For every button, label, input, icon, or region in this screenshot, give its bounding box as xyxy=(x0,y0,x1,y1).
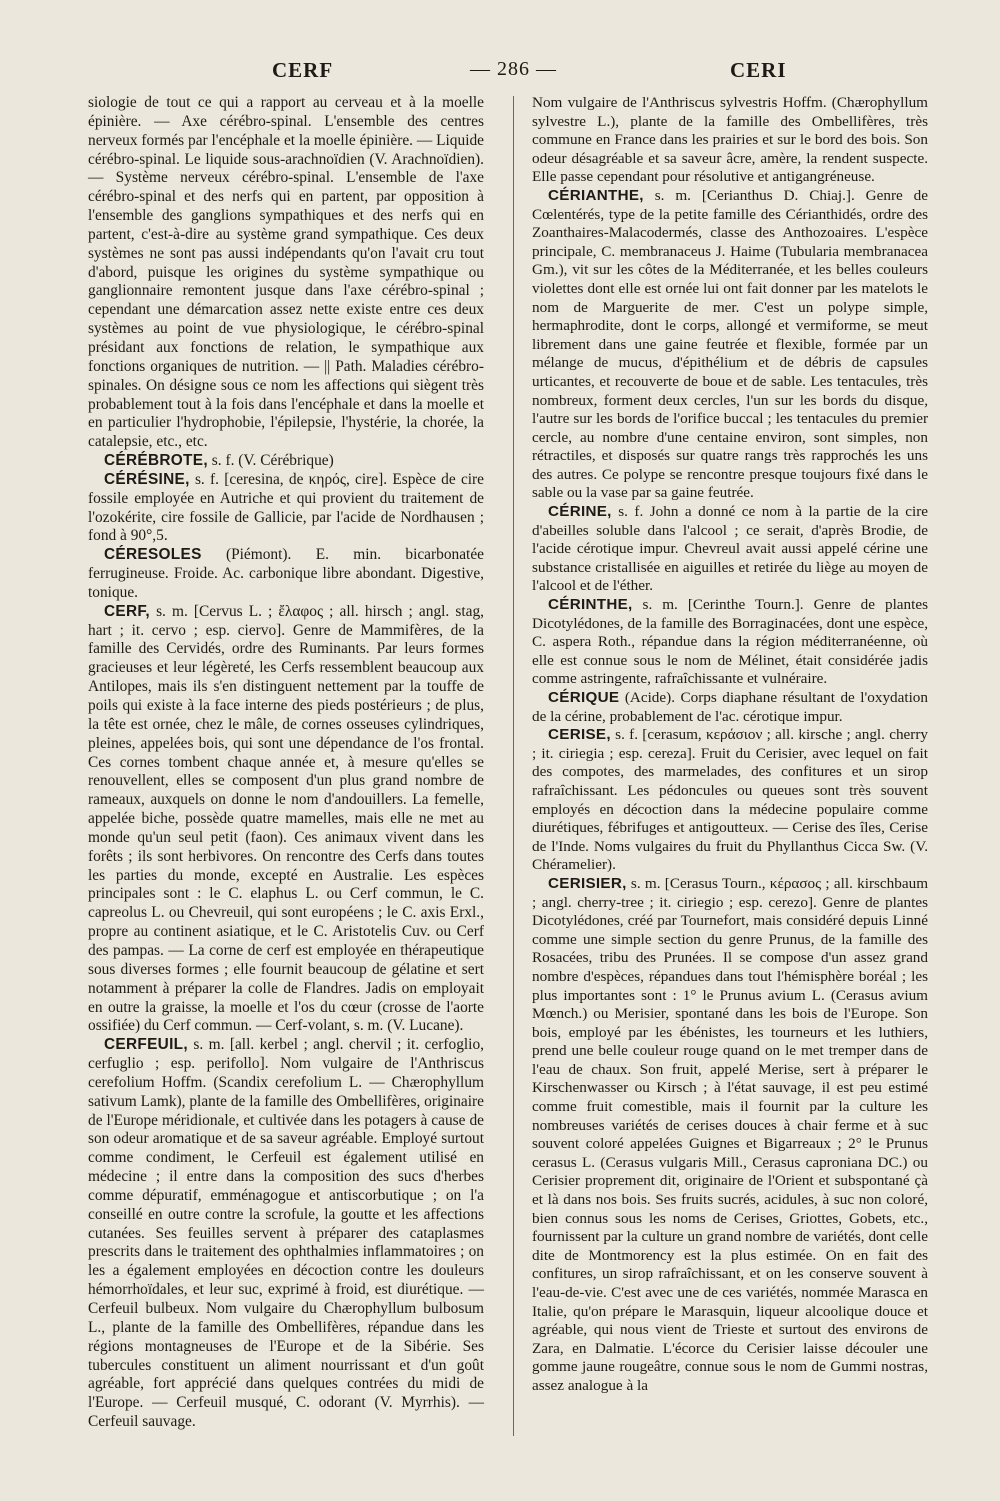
dictionary-entry xyxy=(532,689,928,726)
dictionary-entry xyxy=(88,452,484,471)
dictionary-entry xyxy=(532,875,928,1396)
entry-text: s. f. John a donné ce nom à la partie de la cire d'abeilles soluble dans l'alcool ; ce serait, d'après Brodie, de l'acide cérotique impur. Chevreul avait aussi appelé cérine une substance cristallisée en aiguilles et retirée du liège au moyen de l'alcool et de l'éther. xyxy=(532,503,929,595)
entry-headword: CERISE, xyxy=(548,726,611,744)
entry-text: s. m. [Cervus L. ; ἔλαφος ; all. hirsch ; angl. stag, hart ; it. cervo ; esp. ciervo]. Genre de Mammifères, de la famille des Cervidés, ordre des Ruminants. Par leurs formes gracieuses et leur légèreté, les Cerfs ressemblent beaucoup aux Antilopes, mais ils s'en distinguent nettement par la touffe de poils qui existe à la face interne des pieds postérieurs ; de plus, la tête est ornée, chez le mâle, de cornes osseuses cylindriques, pleines, appelées bois, qui sont une dépendance de l'os frontal. Ces cornes tombent chaque année et, à mesure qu'elles se renouvellent, elles se composent d'un plus grand nombre de rameaux, auxquels on donne le nom d'andouillers. La femelle, appelée biche, possède quatre mamelles, mais elle ne met au monde qu'un seul petit (faon). Ces animaux vivent dans les forêts ; ils sont herbivores. On rencontre des Cerfs dans toutes les parties du monde, excepté en Australie. Les espèces principales sont : le C. elaphus L. ou Cerf commun, le C. capreolus L. ou Chevreuil, qui sont européens ; le C. axis Erxl., propre au continent asiatique, et le C. Aristotelis Cuv. ou Cerf des pampas. — La corne de cerf est employée en thérapeutique sous diverses formes ; elle fournit beaucoup de gélatine et sert notamment à préparer la colle de Flandres. Jadis on employait en outre la graisse, la moelle et l'os du cœur (crosse de l'aorte ossifiée) du Cerf commun. — Cerf-volant, s. m. (V. Lucane). xyxy=(88,602,484,1035)
entry-headword: CERISIER, xyxy=(548,874,627,892)
entry-headword: CÉRÉSINE, xyxy=(104,470,190,488)
entry-text: s. m. [Cerasus Tourn., κέρασος ; all. kirschbaum ; angl. cherry-tree ; it. ciriegio ; esp. cerezo]. Genre de plantes Dicotylédones, créé par Tournefort, mais considéré depuis Linné comme une simple section du genre Prunus, de la famille des Rosacées, tribu des Prunées. Il se compose d'un assez grand nombre d'espèces, répandues dans tout l'hémisphère boréal ; les plus importantes sont : 1° le Prunus avium L. (Cerasus avium Mœnch.) ou Merisier, spontané dans les bois de l'Europe. Son bois, employé par les ébénistes, les tourneurs et les luthiers, prend une belle couleur rouge quand on le met tremper dans de l'eau de chaux. Son fruit, appelé Merise, sert à préparer le Kirschenwasser ou Kirsch ; à l'état sauvage, il est peu estimé comme fruit comestible, mais il fournit par la culture les nombreuses variétés de cerises douces à chair ferme et à suc souvent coloré appelées Guignes et Bigarreaux ; 2° le Prunus cerasus L. (Cerasus vulgaris Mill., Cerasus caproniana DC.) ou Cerisier proprement dit, originaire de l'Orient et subspontané çà et là dans nos bois. Ses fruits sucrés, acidules, à suc non coloré, bien connus sous les noms de Cerises, Griottes, Gobets, etc., fournissent par la culture un grand nombre de variétés, dont celle dite de Montmorency est la plus estimée. On en fait des confitures, un sirop rafraîchissant, et on les conserve souvent à l'eau-de-vie. C'est avec une de ces variétés, nommée Marasca en Italie, qu'on prépare le Marasquin, liqueur alcoolique douce et agréable, qui nous vient de Trieste et surtout des environs de Zara, en Dalmatie. L'écorce du Cerisier laisse découler une gomme jaune rougeâtre, connue sous le nom de Gummi nostras, assez analogue à la xyxy=(532,874,929,1394)
left-column xyxy=(88,94,484,1432)
entry-headword: CÉRIANTHE, xyxy=(548,186,644,204)
entry-headword: CERFEUIL, xyxy=(104,1036,188,1054)
dictionary-entry xyxy=(88,603,484,1036)
continued-text xyxy=(532,94,928,187)
dictionary-entry xyxy=(88,1036,484,1432)
entry-text: s. m. [all. kerbel ; angl. chervil ; it. cerfoglio, cerfuglio ; esp. perifollo]. Nom vulgaire de l'Anthriscus cerefolium Hoffm. (Scandix cerefolium L. — Chærophyllum sativum Lamk), plante de la famille des Ombellifères, originaire de l'Europe méridionale, et cultivée dans les potagers à cause de son odeur aromatique et de sa saveur agréable. Employé surtout comme condiment, le Cerfeuil est également utilisé en médecine ; il entre dans la composition des sucs d'herbes comme dépuratif, emménagogue et antiscorbutique ; on l'a conseillé en outre contre la scrofule, la goutte et les affections cutanées. Ses feuilles servent à préparer des cataplasmes prescrits dans le traitement des ophthalmies inflammatoires ; on les a également employées en décoction contre les douleurs hémorrhoïdales, et leur suc, exprimé à froid, est diurétique. — Cerfeuil bulbeux. Nom vulgaire du Chærophyllum bulbosum L., plante de la famille des Ombellifères, répandue dans les régions montagneuses de l'Europe et de la Sibérie. Ses tubercules constituent un aliment nourrissant et d'un goût agréable, fort apprécié dans quelques contrées du midi de l'Europe. — Cerfeuil musqué, C. odorant (V. Myrrhis). — Cerfeuil sauvage. xyxy=(88,1036,484,1431)
dictionary-entry xyxy=(532,187,928,503)
entry-text: s. f. [ceresina, de κηρός, cire]. Espèce de cire fossile employée en Autriche et qui provient du traitement de l'ozokérite, cire fossile de Gallicie, par l'acide de Nordhausen ; fond à 90°,5. xyxy=(88,470,485,545)
entry-headword: CÉRÉBROTE, xyxy=(104,452,208,470)
running-head-right: CERI xyxy=(730,58,787,82)
entry-headword: CÉRINE, xyxy=(548,503,612,521)
entry-headword: CÉRESOLES xyxy=(104,546,202,564)
entry-headword: CÉRINTHE, xyxy=(548,596,633,614)
running-head-left: CERF xyxy=(272,58,334,82)
dictionary-entry xyxy=(532,596,928,689)
entry-headword: CERF, xyxy=(104,602,150,620)
page-number: — 286 — xyxy=(470,58,557,80)
entry-text: siologie de tout ce qui a rapport au cerveau et à la moelle épinière. — Axe cérébro-spinal. L'ensemble des centres nerveux formés par l'encéphale et la moelle épinière. — Liquide cérébro-spinal. Le liquide sous-arachnoïdien (V. Arachnoïdien). — Système nerveux cérébro-spinal. L'ensemble de l'axe cérébro-spinal et des nerfs qui en partent, par opposition à l'ensemble des ganglions sympathiques et des nerfs qui en partent, c'est-à-dire au système grand sympathique. Ces deux systèmes ne sont pas aussi indépendants qu'on l'avait cru tout d'abord, puisque les origines du système sympathique ou ganglionnaire remontent jusque dans l'axe cérébro-spinal ; cependant une démarcation assez nette existe entre ces deux systèmes au point de vue physiologique, le cérébro-spinal présidant aux fonctions de relation, le sympathique aux fonctions organiques de nutrition. — || Path. Maladies cérébro-spinales. On désigne sous ce nom les affections qui siègent très probablement tout à la fois dans l'encéphale et dans la moelle et en particulier l'hydrophobie, l'épilepsie, l'hystérie, la chorée, la catalepsie, etc., etc. xyxy=(88,94,484,451)
dictionary-entry xyxy=(532,503,928,596)
right-column xyxy=(532,94,928,1396)
dictionary-entry xyxy=(88,471,484,546)
entry-text: (Acide). Corps diaphane résultant de l'oxydation de la cérine, probablement de l'ac. cérotique impur. xyxy=(532,689,928,725)
entry-headword: CÉRIQUE xyxy=(548,689,620,706)
continued-text xyxy=(88,94,484,452)
entry-text: s. m. [Cerinthe Tourn.]. Genre de plantes Dicotylédones, de la famille des Borraginacées, dont une espèce, C. aspera Roth., répandue dans la région méditerranéenne, où elle est connue sous le nom de Mélinet, était considérée jadis comme astringente, rafraîchissante et vulnéraire. xyxy=(532,596,928,688)
entry-text: (Piémont). E. min. bicarbonatée ferrugineuse. Froide. Ac. carbonique libre abondant. Digestive, tonique. xyxy=(88,546,484,601)
entry-text: Nom vulgaire de l'Anthriscus sylvestris Hoffm. (Chærophyllum sylvestre L.), plante de la famille des Ombellifères, très commune en France dans les prairies et sur le bord des bois. Son odeur désagréable et sa saveur âcre, amère, la rendent suspecte. Elle passe cependant pour résolutive et antigangréneuse. xyxy=(532,94,928,186)
dictionary-entry xyxy=(532,726,928,875)
column-rule xyxy=(513,96,514,1436)
entry-text: s. m. [Cerianthus D. Chiaj.]. Genre de Cœlentérés, type de la petite famille des Cérianthidés, ordre des Zoanthaires-Malacodermés, classe des Anthozoaires. L'espèce principale, C. membranaceus J. Haime (Tubularia membranacea Gm.), vit sur les côtes de la Méditerranée, et les belles couleurs violettes dont elle est ornée lui ont fait donner par les matelots le nom de Marguerite de mer. C'est un polype simple, hermaphrodite, dont le corps, allongé et vermiforme, se meut librement dans une gaine feutrée et flexible, formée par un mélange de mucus, d'épithélium et de débris de capsules urticantes, et recouverte de boue et de sable. Les tentacules, très nombreux, forment deux cercles, l'un sur les bords du disque, l'autre sur les bords de l'orifice buccal ; les tentacules du premier cercle, au nombre d'une centaine environ, sont simples, non rétractiles, et disposés sur quatre rangs très rapprochés les uns des autres. Ce polype se rencontre presque toujours fixé dans le sable ou la vase par sa gaine feutrée. xyxy=(532,186,928,502)
entry-text: s. f. (V. Cérébrique) xyxy=(211,452,334,470)
entry-text: s. f. [cerasum, κεράσιον ; all. kirsche ; angl. cherry ; it. ciriegia ; esp. cereza]. Fruit du Cerisier, avec lequel on fait des compotes, des marmelades, des confitures et un sirop rafraîchissant. Les pédoncules ou queues sont très souvent employés en décoction dans la médecine populaire comme diurétiques, fébrifuges et antigoutteux. — Cerise des îles, Cerise de l'Inde. Noms vulgaires du fruit du Phyllanthus Cicca Sw. (V. Chéramelier). xyxy=(532,726,928,874)
dictionary-entry xyxy=(88,546,484,603)
